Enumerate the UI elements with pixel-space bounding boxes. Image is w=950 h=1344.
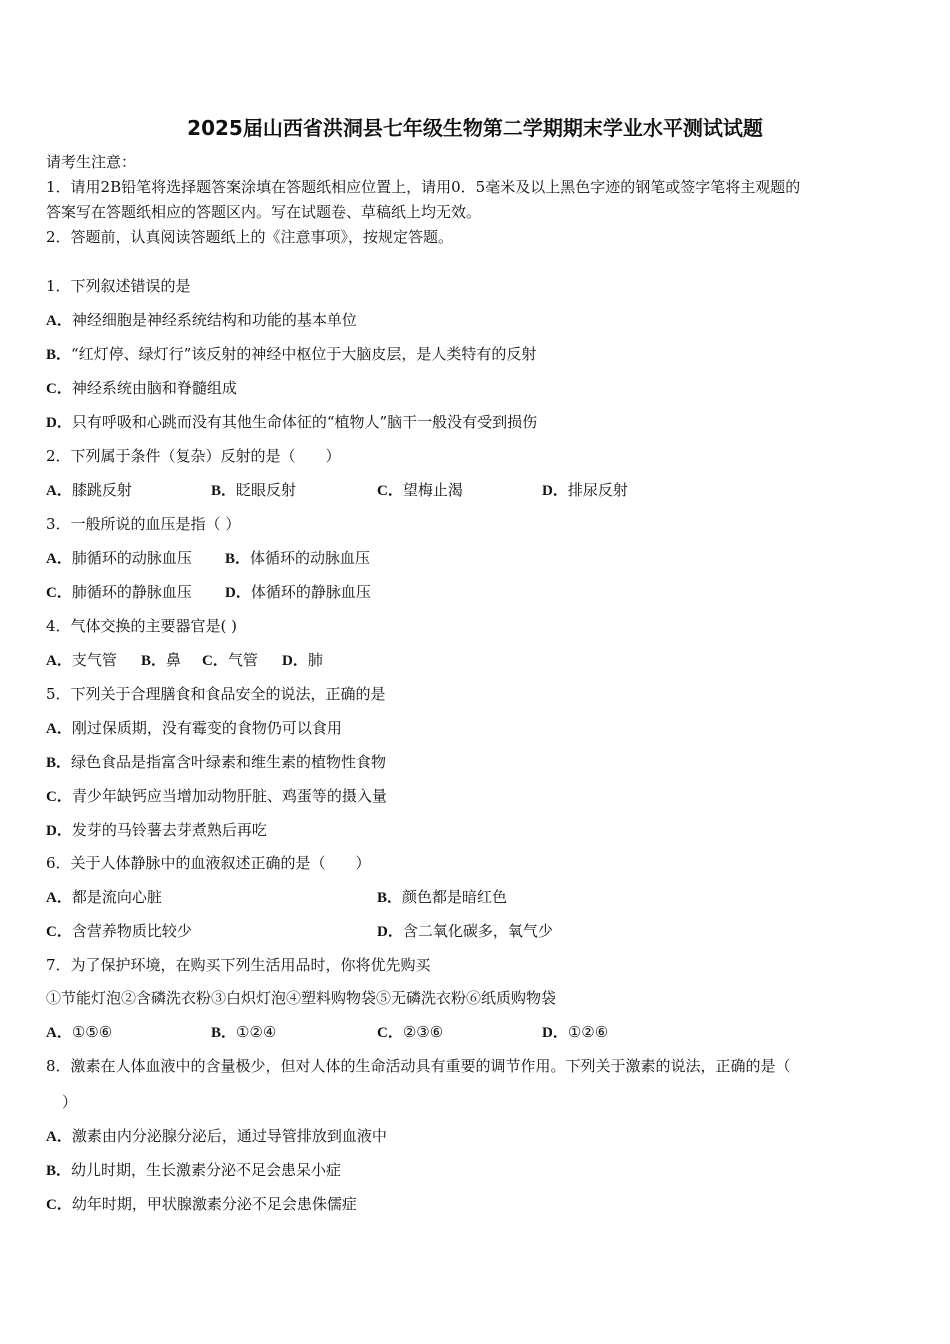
question-extra: ①节能灯泡②含磷洗衣粉③白炽灯泡④塑料购物袋⑤无磷洗衣粉⑥纸质购物袋 [46, 989, 557, 1007]
option-label: A． [46, 721, 72, 737]
option-text: 气管 [227, 651, 258, 669]
question-stem: 6．关于人体静脉中的血液叙述正确的是（ ） [46, 854, 371, 872]
option-c [46, 786, 387, 807]
option-label: D． [46, 415, 72, 431]
option-a [46, 1126, 387, 1147]
option-a [46, 887, 162, 908]
option-label: C． [46, 1197, 72, 1213]
option-text: 体循环的静脉血压 [250, 583, 371, 601]
option-text: ①②⑥ [567, 1023, 609, 1041]
option-label: B． [211, 1025, 237, 1041]
option-a [46, 718, 342, 739]
option-b [46, 344, 536, 365]
option-text: 幼年时期，甲状腺激素分泌不足会患侏儒症 [71, 1195, 357, 1213]
option-a [46, 480, 132, 501]
option-a [46, 650, 117, 671]
option-d [282, 650, 323, 671]
option-text: 鼻 [166, 651, 182, 669]
notice-line: 2．答题前，认真阅读答题纸上的《注意事项》，按规定答题。 [46, 228, 454, 246]
question-stem: 8．激素在人体血液中的含量极少，但对人体的生命活动具有重要的调节作用。下列关于激素的说法，正确的是（ [46, 1057, 791, 1075]
option-b [141, 650, 181, 671]
option-label: C． [46, 789, 72, 805]
option-label: A． [46, 890, 72, 906]
option-label: D． [46, 823, 72, 839]
option-text: 幼儿时期，生长激素分泌不足会患呆小症 [71, 1161, 342, 1179]
option-text: 绿色食品是指富含叶绿素和维生素的植物性食物 [71, 753, 387, 771]
option-text: 肺 [307, 651, 323, 669]
option-text: 膝跳反射 [71, 481, 132, 499]
option-label: C． [46, 585, 72, 601]
option-d [542, 480, 628, 501]
option-text: 排尿反射 [567, 481, 628, 499]
option-text: 望梅止渴 [402, 481, 463, 499]
option-text: 都是流向心脏 [71, 888, 162, 906]
option-text: 眨眼反射 [236, 481, 297, 499]
option-text: ①②④ [236, 1023, 277, 1041]
option-d [46, 820, 267, 841]
option-label: A． [46, 483, 72, 499]
notice-line: 1．请用2B铅笔将选择题答案涂填在答题纸相应位置上，请用0．5毫米及以上黑色字迹的钢笔或签字笔将主观题的 [46, 178, 801, 196]
option-label: B． [225, 551, 251, 567]
option-label: C． [377, 1025, 403, 1041]
question-stem: 5．下列关于合理膳食和食品安全的说法，正确的是 [46, 685, 386, 703]
option-c [377, 1022, 443, 1043]
option-c [46, 921, 192, 942]
option-b [211, 480, 296, 501]
question-stem-continued: ） [62, 1093, 78, 1111]
option-label: D． [225, 585, 251, 601]
question-stem: 1．下列叙述错误的是 [46, 277, 191, 295]
option-text: 激素由内分泌腺分泌后，通过导管排放到血液中 [71, 1127, 387, 1145]
option-text: “红灯停、绿灯行”该反射的神经中枢位于大脑皮层，是人类特有的反射 [71, 345, 537, 363]
option-a [46, 310, 357, 331]
option-text: 刚过保质期，没有霉变的食物仍可以食用 [71, 719, 342, 737]
option-label: B． [141, 653, 167, 669]
option-b [46, 1160, 341, 1181]
option-a [46, 1022, 112, 1043]
option-label: C． [202, 653, 228, 669]
option-b [46, 752, 386, 773]
question-stem: 7．为了保护环境，在购买下列生活用品时，你将优先购买 [46, 956, 431, 974]
option-label: A． [46, 1129, 72, 1145]
option-label: D． [282, 653, 308, 669]
option-label: B． [46, 347, 72, 363]
option-b [225, 548, 370, 569]
option-label: D． [377, 924, 403, 940]
question-stem: 4．气体交换的主要器官是( ) [46, 617, 238, 635]
option-label: C． [377, 483, 403, 499]
option-text: 青少年缺钙应当增加动物肝脏、鸡蛋等的摄入量 [71, 787, 387, 805]
notice-heading: 请考生注意： [46, 153, 137, 171]
option-label: D． [542, 483, 568, 499]
option-text: 肺循环的静脉血压 [71, 583, 192, 601]
option-label: A． [46, 313, 72, 329]
option-text: 神经细胞是神经系统结构和功能的基本单位 [71, 311, 357, 329]
option-c [377, 480, 463, 501]
option-c [202, 650, 258, 671]
option-label: D． [542, 1025, 568, 1041]
notice-line: 答案写在答题纸相应的答题区内。写在试题卷、草稿纸上均无效。 [46, 203, 482, 221]
question-stem: 3．一般所说的血压是指（ ） [46, 515, 241, 533]
option-text: 肺循环的动脉血压 [71, 549, 192, 567]
option-label: B． [211, 483, 237, 499]
option-b [211, 1022, 276, 1043]
option-label: B． [377, 890, 403, 906]
option-label: A． [46, 653, 72, 669]
option-text: 神经系统由脑和脊髓组成 [71, 379, 237, 397]
option-text: 颜色都是暗红色 [402, 888, 508, 906]
option-c [46, 378, 237, 399]
option-c [46, 582, 192, 603]
option-label: B． [46, 1163, 72, 1179]
option-text: ①⑤⑥ [71, 1023, 113, 1041]
option-text: 含营养物质比较少 [71, 922, 192, 940]
question-stem: 2．下列属于条件（复杂）反射的是（ ） [46, 447, 341, 465]
option-d [542, 1022, 608, 1043]
option-label: A． [46, 551, 72, 567]
option-text: ②③⑥ [402, 1023, 444, 1041]
option-label: B． [46, 755, 72, 771]
option-text: 支气管 [71, 651, 117, 669]
option-d [377, 921, 553, 942]
option-a [46, 548, 192, 569]
option-label: A． [46, 1025, 72, 1041]
option-label: C． [46, 924, 72, 940]
option-label: C． [46, 381, 72, 397]
option-text: 体循环的动脉血压 [250, 549, 371, 567]
option-b [377, 887, 507, 908]
option-d [225, 582, 371, 603]
option-text: 含二氧化碳多，氧气少 [402, 922, 553, 940]
option-text: 发芽的马铃薯去芽煮熟后再吃 [71, 821, 267, 839]
option-c [46, 1194, 357, 1215]
option-text: 只有呼吸和心跳而没有其他生命体征的“植物人”脑干一般没有受到损伤 [71, 413, 538, 431]
option-d [46, 412, 537, 433]
page-title: 2025届山西省洪洞县七年级生物第二学期期末学业水平测试试题 [187, 116, 763, 140]
